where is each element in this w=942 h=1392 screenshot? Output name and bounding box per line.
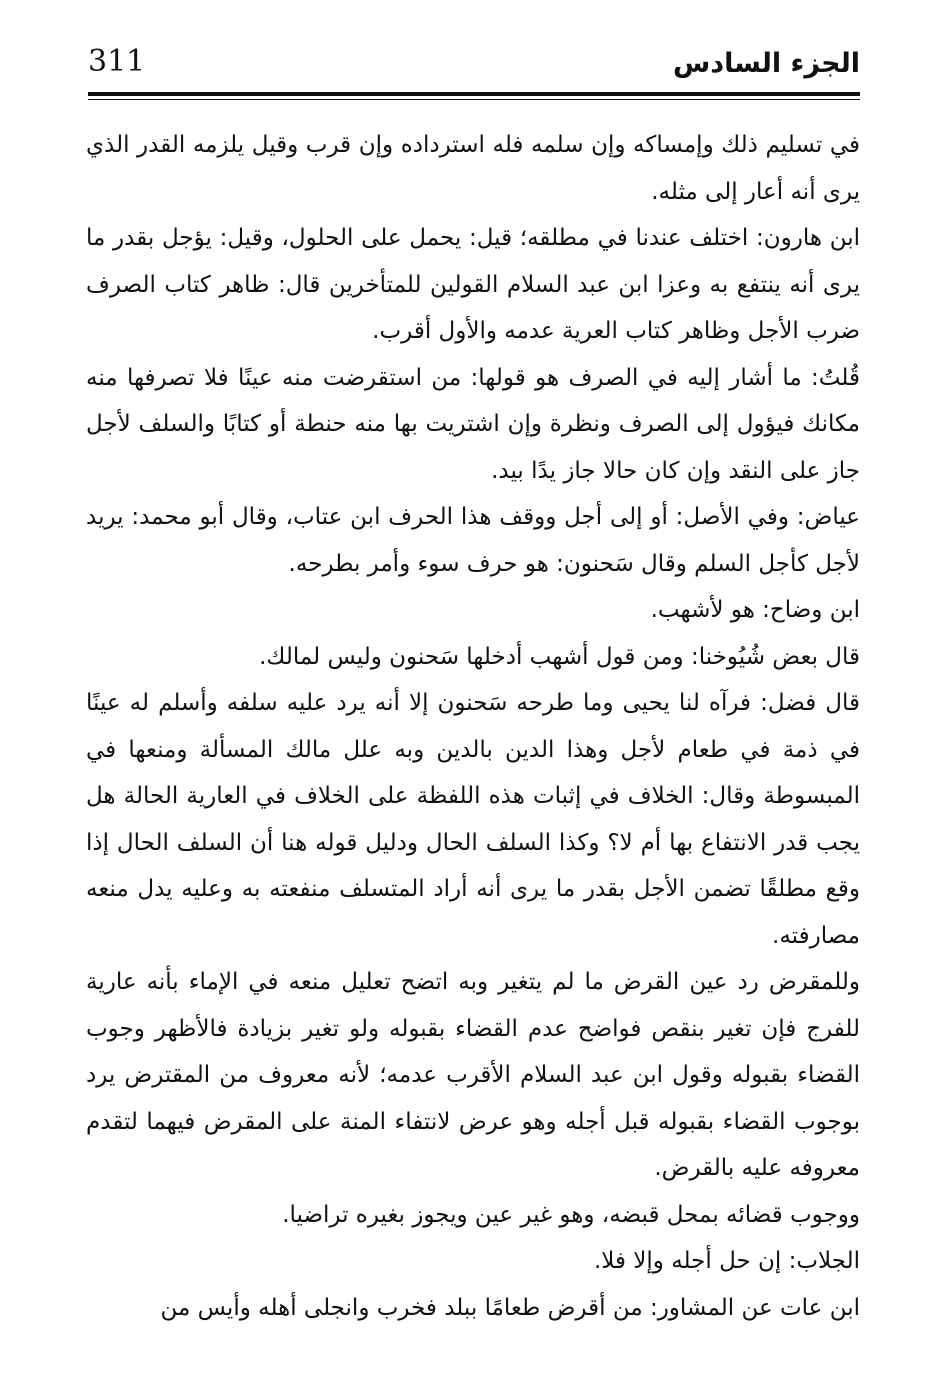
paragraph: ووجوب قضائه بمحل قبضه، وهو غير عين ويجوز بغيره تراضيا. bbox=[282, 1201, 860, 1228]
page-number: 311 bbox=[88, 44, 146, 79]
body-text bbox=[86, 122, 860, 1331]
paragraph: قال بعض شُيُوخنا: ومن قول أشهب أدخلها سَحنون وليس لمالك. bbox=[259, 643, 860, 670]
paragraph: ابن هارون: اختلف عندنا في مطلقه؛ قيل: يحمل على الحلول، وقيل: يؤجل بقدر ما يرى أنه ينتفع به وعزا ابن عبد السلام القولين للمتأخرين قال: ظاهر كتاب الصرف ضرب الأجل وظاهر كتاب العرية عدمه والأول أقرب. bbox=[86, 225, 860, 344]
paragraph: قال فضل: فرآه لنا يحيى وما طرحه سَحنون إلا أنه يرد عليه سلفه وأسلم له عينًا في ذمة في طعام لأجل وهذا الدين بالدين وبه علل مالك المسألة ومنعها في المبسوطة وقال: الخلاف في إثبات هذه اللفظة على الخلاف في العارية الحالة هل يجب قدر الانتفاع بها أم لا؟ وكذا السلف الحال ودليل قوله هنا أن السلف الحال إذا وقع مطلقًا تضمن الأجل بقدر ما يرى أنه أراد المتسلف منفعته به وعليه يدل منعه مصارفته. bbox=[86, 690, 860, 949]
paragraph: عياض: وفي الأصل: أو إلى أجل ووقف هذا الحرف ابن عتاب، وقال أبو محمد: يريد لأجل كأجل السلم وقال سَحنون: هو حرف سوء وأمر بطرحه. bbox=[86, 504, 860, 577]
paragraph: وللمقرض رد عين القرض ما لم يتغير وبه اتضح تعليل منعه في الإماء بأنه عارية للفرج فإن تغير بنقص فواضح عدم القضاء بقبوله ولو تغير بزيادة فالأظهر وجوب القضاء بقبوله وقول ابن عبد السلام الأقرب عدمه؛ لأنه معروف من المقترض يرد بوجوب القضاء بقبوله قبل أجله وهو عرض لانتفاء المنة على المقرض فيهما لتقدم معروفه عليه بالقرض. bbox=[86, 969, 860, 1181]
paragraph: الجلاب: إن حل أجله وإلا فلا. bbox=[593, 1248, 860, 1274]
paragraph: في تسليم ذلك وإمساكه وإن سلمه فله استرداده وإن قرب وقيل يلزمه القدر الذي يرى أنه أعار إلى مثله. bbox=[86, 132, 860, 205]
paragraph: قُلتُ: ما أشار إليه في الصرف هو قولها: من استقرضت منه عينًا فلا تصرفها منه مكانك فيؤول إلى الصرف ونظرة وإن اشتريت بها منه حنطة أو كتابًا والسلف لأجل جاز على النقد وإن كان حالا جاز يدًا بيد. bbox=[86, 364, 860, 484]
header-rule-thin bbox=[88, 99, 860, 100]
paragraph: ابن وضاح: هو لأشهب. bbox=[650, 597, 860, 623]
paragraph: ابن عات عن المشاور: من أقرض طعامًا ببلد فخرب وانجلى أهله وأيس من bbox=[160, 1294, 860, 1321]
page-header bbox=[88, 40, 860, 90]
running-head: الجزء السادس bbox=[673, 48, 860, 79]
header-rule-thick bbox=[88, 92, 860, 96]
